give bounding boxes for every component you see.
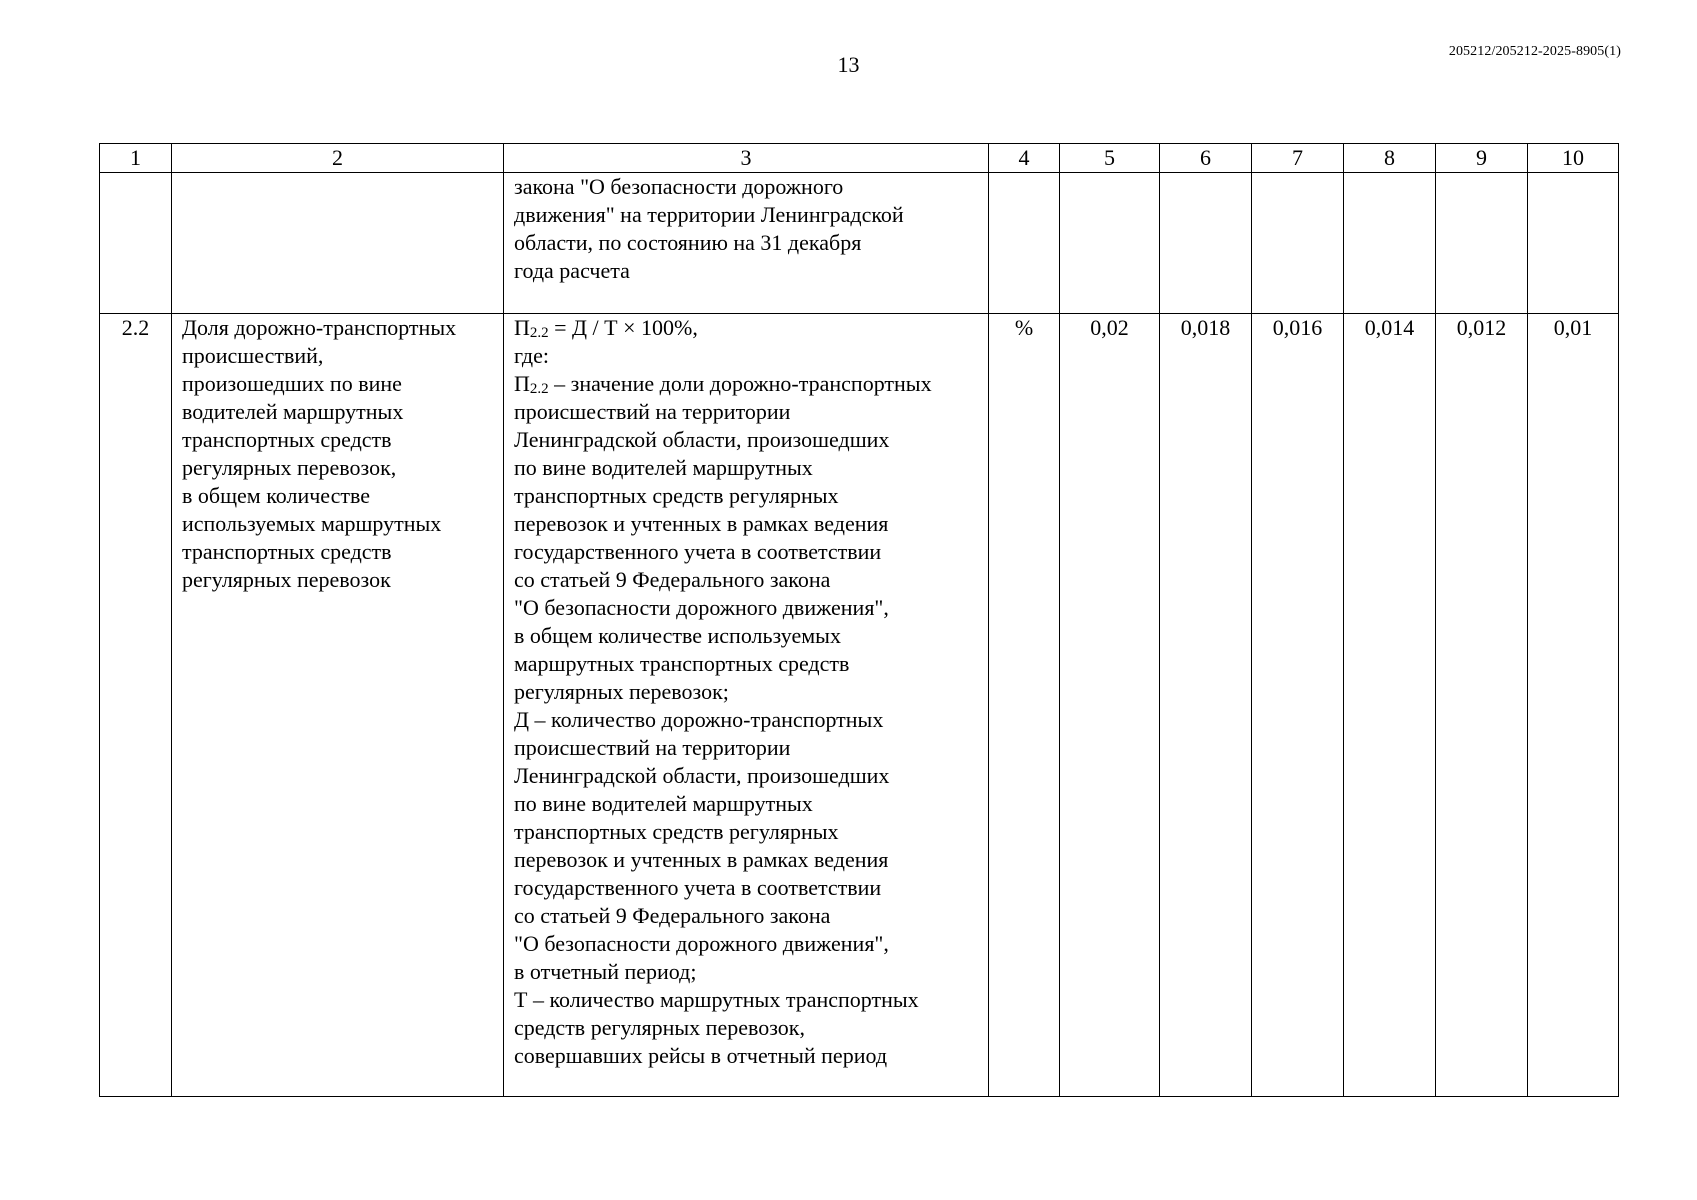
text-line: перевозок и учтенных в рамках ведения xyxy=(514,847,889,872)
cell-value: 0,02 xyxy=(1060,314,1160,1097)
text-line: транспортных средств xyxy=(182,427,392,452)
cell-value xyxy=(1436,173,1528,314)
text-line: регулярных перевозок xyxy=(182,567,391,592)
text-line: движения" на территории Ленинградской xyxy=(514,202,904,227)
cell-value xyxy=(1344,173,1436,314)
text-line: Ленинградской области, произошедших xyxy=(514,427,890,452)
text-line: "О безопасности дорожного движения", xyxy=(514,595,889,620)
text-line: "О безопасности дорожного движения", xyxy=(514,931,889,956)
cell-value xyxy=(1252,173,1344,314)
text-line: государственного учета в соответствии xyxy=(514,539,882,564)
column-header: 1 xyxy=(100,144,172,173)
cell-name xyxy=(172,173,504,314)
text-line: происшествий на территории xyxy=(514,735,791,760)
text-line: перевозок и учтенных в рамках ведения xyxy=(514,511,889,536)
formula-line xyxy=(514,370,978,398)
cell-value: 0,01 xyxy=(1528,314,1619,1097)
page-number: 13 xyxy=(837,52,860,77)
formula-line: где: xyxy=(514,343,549,368)
cell-value xyxy=(1528,173,1619,314)
cell-number xyxy=(100,173,172,314)
column-header: 7 xyxy=(1252,144,1344,173)
text-line: регулярных перевозок, xyxy=(182,455,397,480)
cell-number: 2.2 xyxy=(100,314,172,1097)
cell-value: 0,014 xyxy=(1344,314,1436,1097)
text-line: года расчета xyxy=(514,258,630,283)
text-line: произошедших по вине xyxy=(182,371,402,396)
cell-unit: % xyxy=(989,314,1060,1097)
text-line: транспортных средств регулярных xyxy=(514,483,839,508)
text-line: в общем количестве используемых xyxy=(514,623,841,648)
column-header: 3 xyxy=(504,144,989,173)
table-row-continuation xyxy=(100,173,1619,314)
text-line: регулярных перевозок; xyxy=(514,679,729,704)
text-line: в общем количестве xyxy=(182,483,371,508)
text-line: маршрутных транспортных средств xyxy=(514,651,850,676)
cell-value: 0,012 xyxy=(1436,314,1528,1097)
column-header: 4 xyxy=(989,144,1060,173)
column-header: 10 xyxy=(1528,144,1619,173)
cell-value: 0,016 xyxy=(1252,314,1344,1097)
column-header: 6 xyxy=(1160,144,1252,173)
text-line: средств регулярных перевозок, xyxy=(514,1015,805,1040)
cell-value xyxy=(1160,173,1252,314)
text-line: транспортных средств xyxy=(182,539,392,564)
column-header: 9 xyxy=(1436,144,1528,173)
text-line: Д – количество дорожно-транспортных xyxy=(514,707,884,732)
indicator-table xyxy=(99,143,1619,1097)
text-line: совершавших рейсы в отчетный период xyxy=(514,1043,888,1068)
formula-definition: – значение доли дорожно-транспортных xyxy=(548,371,932,396)
formula-index: 2.2 xyxy=(529,381,549,397)
text-line: со статьей 9 Федерального закона xyxy=(514,567,831,592)
cell-formula xyxy=(504,173,989,314)
cell-formula xyxy=(504,314,989,1097)
document-id: 205212/205212-2025-8905(1) xyxy=(1448,44,1621,59)
text-line: области, по состоянию на 31 декабря xyxy=(514,230,862,255)
text-line: закона "О безопасности дорожного xyxy=(514,174,844,199)
text-line: государственного учета в соответствии xyxy=(514,875,882,900)
table-row-2-2 xyxy=(100,314,1619,1097)
text-line: Ленинградской области, произошедших xyxy=(514,763,890,788)
formula-lines xyxy=(514,398,978,1070)
cell-value: 0,018 xyxy=(1160,314,1252,1097)
text-line: Т – количество маршрутных транспортных xyxy=(514,987,919,1012)
cell-name xyxy=(172,314,504,1097)
formula-expression: = Д / Т × 100%, xyxy=(548,315,698,340)
formula-symbol: П xyxy=(514,315,530,340)
text-line: со статьей 9 Федерального закона xyxy=(514,903,831,928)
formula-symbol: П xyxy=(514,371,530,396)
formula-line xyxy=(514,314,978,342)
column-number-header-row xyxy=(100,144,1619,173)
text-line: происшествий, xyxy=(182,343,324,368)
column-header: 8 xyxy=(1344,144,1436,173)
text-line: используемых маршрутных xyxy=(182,511,442,536)
column-header: 2 xyxy=(172,144,504,173)
formula-index: 2.2 xyxy=(529,325,549,341)
text-line: в отчетный период; xyxy=(514,959,697,984)
text-line: происшествий на территории xyxy=(514,399,791,424)
text-line: водителей маршрутных xyxy=(182,399,404,424)
cell-value xyxy=(1060,173,1160,314)
text-line: по вине водителей маршрутных xyxy=(514,791,813,816)
text-line: транспортных средств регулярных xyxy=(514,819,839,844)
column-header: 5 xyxy=(1060,144,1160,173)
text-line: Доля дорожно-транспортных xyxy=(182,315,457,340)
cell-unit xyxy=(989,173,1060,314)
text-line: по вине водителей маршрутных xyxy=(514,455,813,480)
